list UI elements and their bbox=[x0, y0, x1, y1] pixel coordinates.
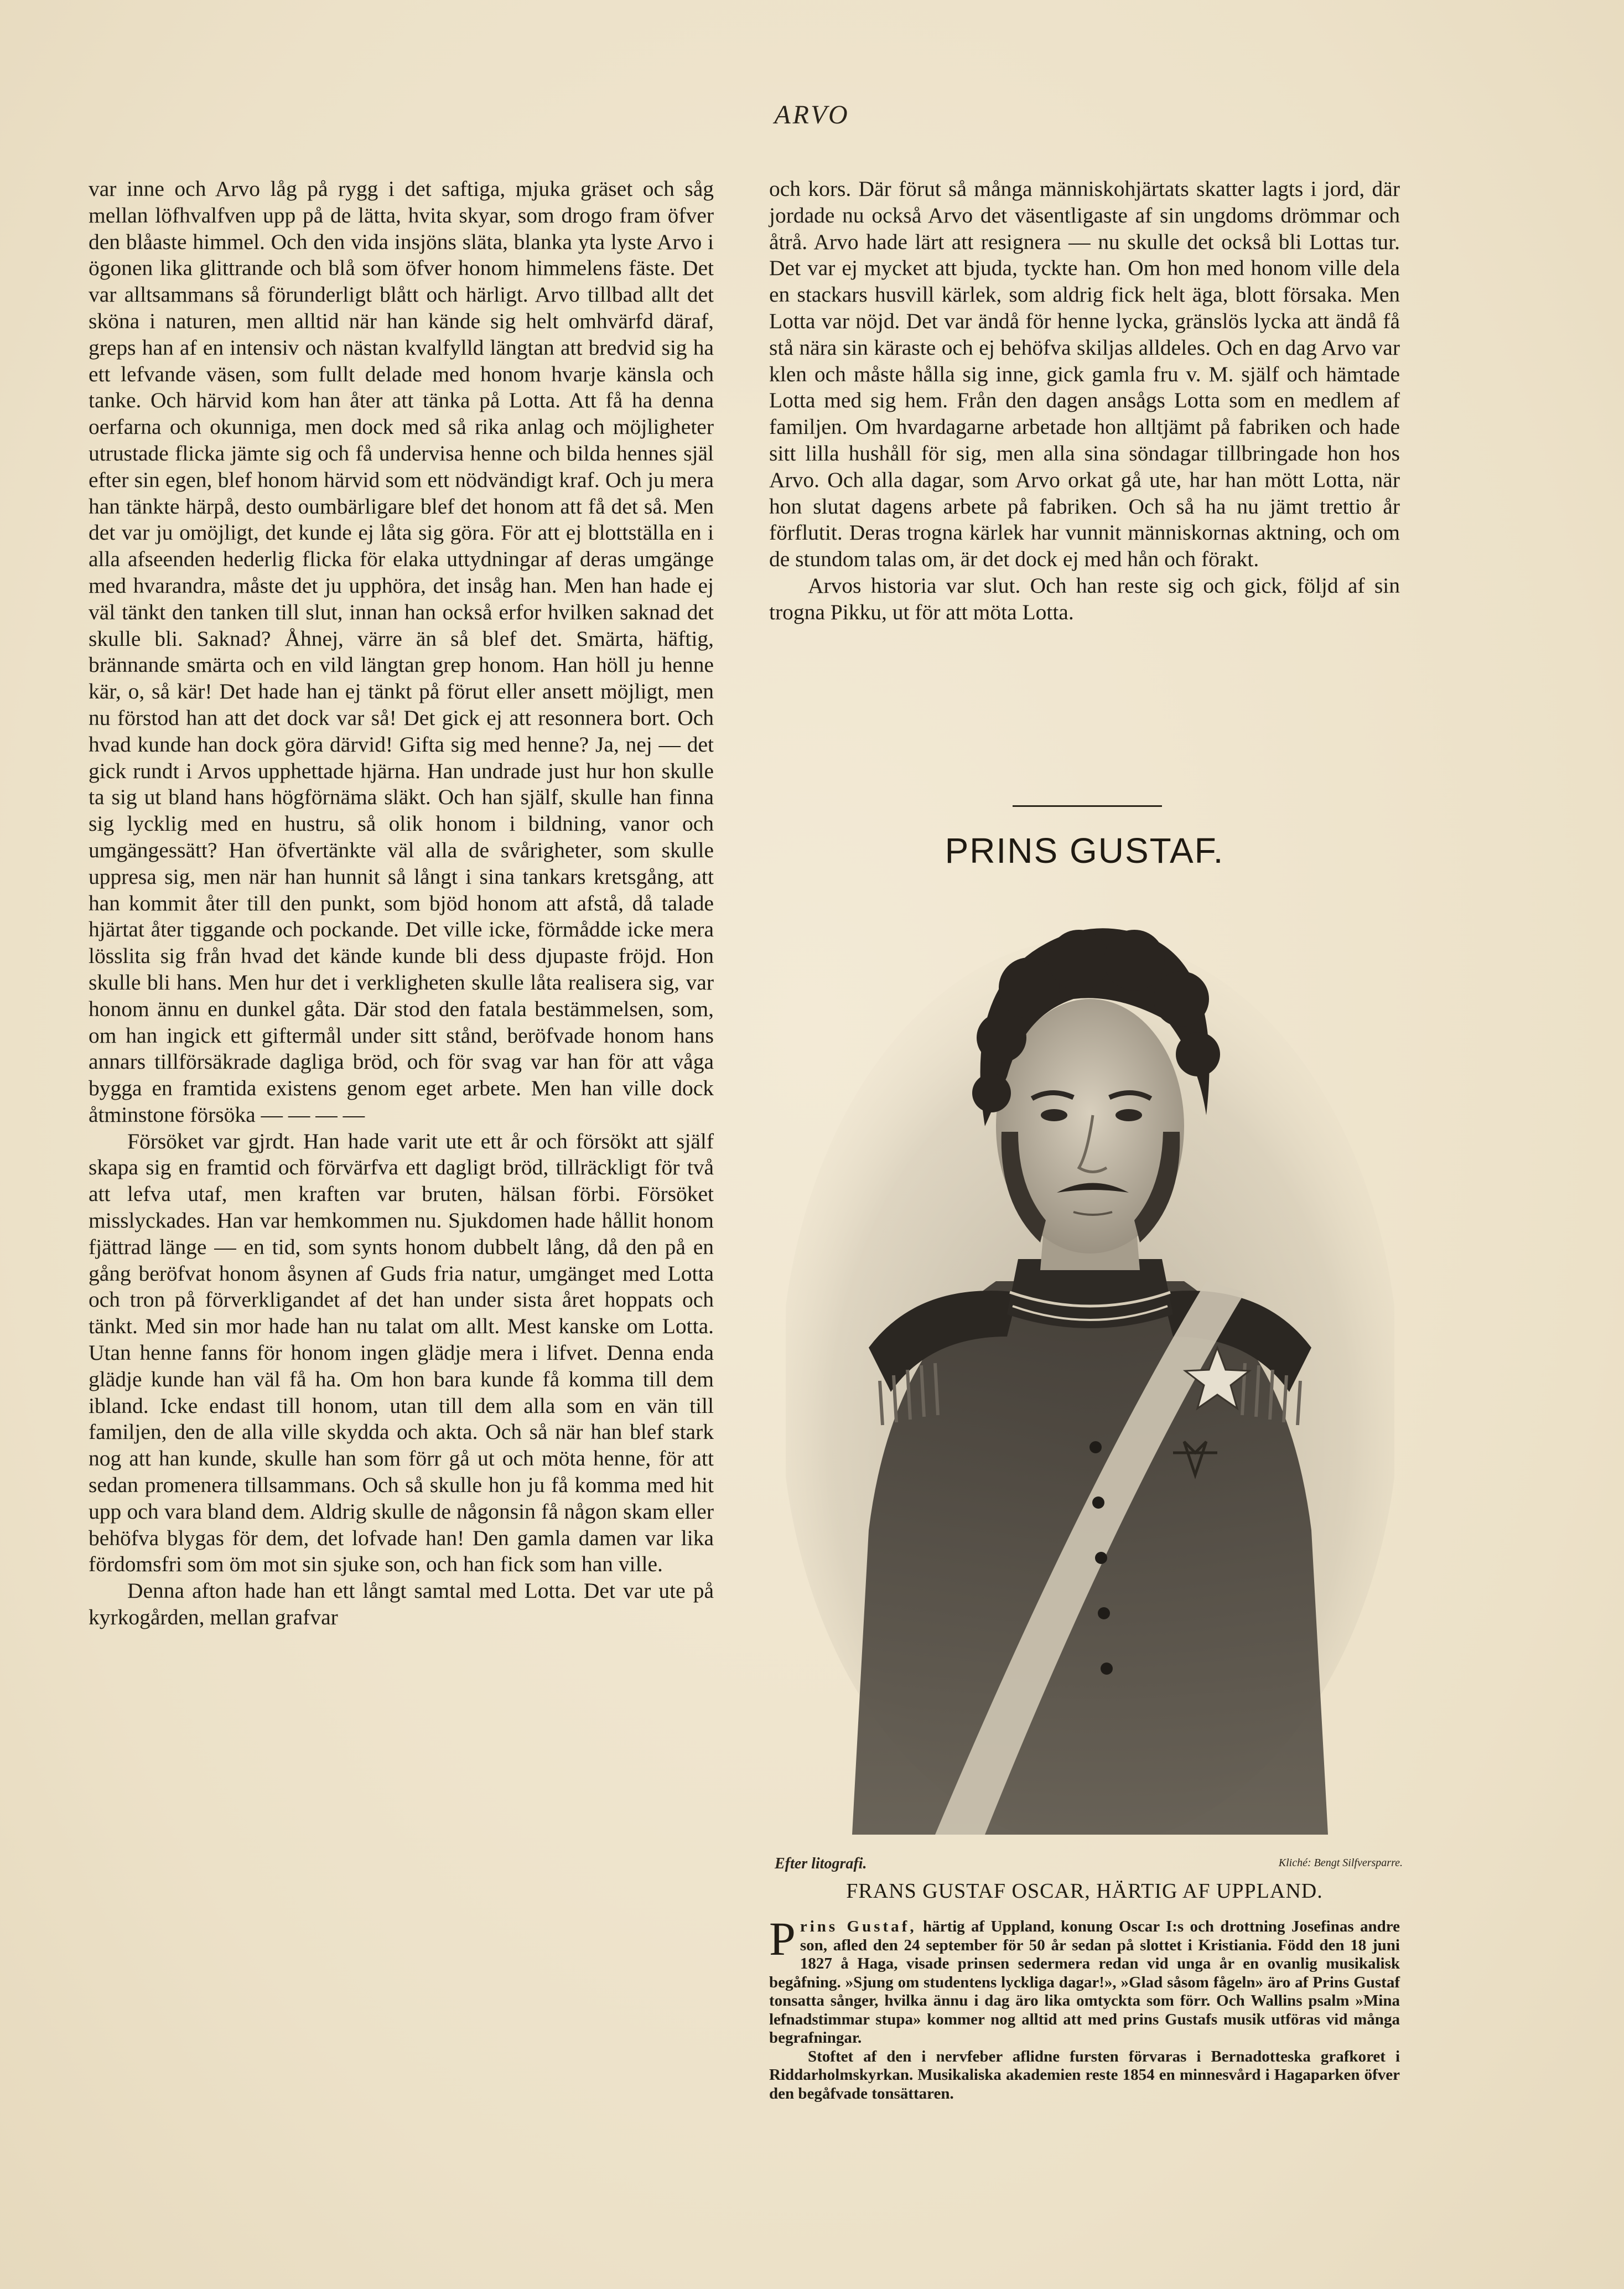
drop-cap: P bbox=[769, 1912, 796, 1965]
story-paragraph: Arvos historia var slut. Och han reste sig och gick, följd af sin trogna Pikku, ut för att möta Lotta. bbox=[769, 573, 1400, 624]
story-right-column bbox=[769, 176, 1400, 626]
running-head: ARVO bbox=[774, 100, 850, 130]
article-caption bbox=[769, 1912, 1400, 2103]
caption-text: härtig af Uppland, konung Oscar I:s och drottning Josefinas andre son, afled den 24 september för 50 år sedan på slottet i Kristiania. Född den 18 juni 1827 å Haga, visade prinsen sedermera redan vid unga år en ovanlig musikalisk begåfning. »Sjung om studentens lyckliga dagar!», »Glad såsom fågeln» äro af Prins Gustaf tonsatta sånger, hvilka ännu i dag äro lika omtyckta som förr. Och Wallins psalm »Mina lefnadstimmar stupa» kommer nog alltid att med prins Gustafs musik utföras vid många begrafningar. bbox=[769, 1918, 1400, 2047]
story-paragraph: och kors. Där förut så många människohjärtats skatter lagts i jord, där jordade nu också Arvo det väsentligaste af sin ungdoms drömmar och åtrå. Arvo hade lärt att resignera — nu skulle det också bli Lottas tur. Det var ej mycket att bjuda, tyckte han. Om hon med honom ville dela en stackars husvill kärlek, som aldrig fick helt äga, blott försaka. Men Lotta var nöjd. Det var ändå för henne lycka, gränslös lycka att ändå få stå nära sin käraste och ej behöfva skiljas alldeles. Och en dag Arvo var klen och måste hålla sig inne, gick gamla fru v. M. själf och hämtade Lotta med sig hem. Från den dagen ansågs Lotta som en medlem af familjen. Om hvardagarne arbetade hon alltjämt på fabriken och hade sitt lilla hushåll för sig, men alla sina söndagar tillbringade hon hos Arvo. Och alla dagar, som Arvo orkat gå ute, har han mött Lotta, när hon slutat dagens arbete på fabriken. Och så ha nu jämt trettio år förflutit. Deras trogna kärlek har vunnit människornas aktning, och om de stundom talas om, är det dock ej med hån och förakt. bbox=[769, 177, 1400, 572]
caption-lead-in: rins Gustaf, bbox=[800, 1918, 917, 1935]
story-paragraph: var inne och Arvo låg på rygg i det saftiga, mjuka gräset och såg mellan löfhvalfven upp på de lätta, hvita skyar, som drogo fram öfver den blåaste himmel. Och den vida insjöns släta, blanka yta lyste Arvo i ögonen lika glittrande och blå som öfver honom himmelens fäste. Det var alltsammans så förunderligt blått och härligt. Arvo tillbad allt det sköna i naturen, men alltid när han kände sig helt omhvärfd däraf, greps han af en intensiv och nästan kvalfylld längtan att bredvid sig ha ett lefvande väsen, som fullt delade med honom hvarje känsla och tanke. Och härvid kom han åter att tänka på Lotta. Att få ha denna oerfarna och okunniga, men dock med så rika anlag och möjligheter utrustade flicka jämte sig och få undervisa henne och bilda hennes själ efter sin egen, blef honom härvid som ett nödvändigt kraf. Och ju mera han tänkte härpå, desto oumbärligare blef det honom att få det så. Men det var ju omöjligt, det kunde ej låta sig göra. För att ej blottställa en i alla afseenden hederlig flicka för elaka uttydningar af deras umgänge med hvarandra, måste det ju upphöra, det insåg han. Men han hade ej väl tänkt den tanken till slut, innan han också erfor hvilken saknad det skulle bli. Saknad? Åhnej, värre än så blef det. Smärta, häftig, brännande smärta och en vild längtan grep honom. Han höll ju henne kär, o, så kär! Det hade han ej tänkt på förut eller ansett möjligt, men nu förstod han att det dock var så! Det gick ej att resonnera bort. Och hvad kunde han dock göra därvid! Gifta sig med henne? Ja, nej — det gick rundt i Arvos upphettade hjärna. Han undrade just hur hon skulle ta sig ut bland hans högförnäma släkt. Och han själf, skulle han finna sig lycklig med en hustru, så olik honom i bildning, vanor och umgängessätt? Han öfvertänkte väl alla de svårigheter, som skulle uppresa sig, men när han hunnit så långt i sina tankars kretsgång, att han kommit åter till den punkt, som bjöd honom att afstå, då talade hjärtat åter tiggande och pockande. Det ville icke, förmådde icke mera lösslita sig från hvad det kände kunde bli dess djupaste fröjd. Hon skulle bli hans. Men hur det i verkligheten skulle låta realisera sig, var honom ännu en dunkel gåta. Där stod den fatala bestämmelsen, som, om han ingick ett giftermål under sitt stånd, beröfvade honom hans annars tillförsäkrade dagliga bröd, och för svag var han för att våga bygga en framtida existens genom eget arbete. Men han ville dock åtminstone försöka — — — — bbox=[89, 177, 714, 1127]
story-paragraph: Denna afton hade han ett långt samtal med Lotta. Det var ute på kyrkogården, mellan grafvar bbox=[89, 1578, 714, 1630]
story-paragraph: Försöket var gjrdt. Han hade varit ute ett år och försökt att själf skapa sig en framtid och förvärfva ett dagligt bröd, tillräckligt för två att lefva utaf, men kraften var bruten, hälsan förbi. Försöket misslyckades. Han var hemkommen nu. Sjukdomen hade hållit honom fjättrad länge — en tid, som synts honom dubbelt lång, då den på en gång beröfvat honom åsynen af Guds fria natur, umgänget med Lotta och tron på förverkligandet af det han under sista året hoppats och tänkt. Med sin mor hade han nu talat om allt. Mest kanske om Lotta. Utan henne fanns för honom ingen glädje mera i lifvet. Denna enda glädje kunde han väl få ha. Om hon bara kunde få komma till dem ibland. Icke endast till honom, utan till dem alla som en vän till familjen, den de alla ville skydda och akta. Och så när han blef stark nog att han kunde, skulle han som förr gå ut och möta henne, för att sedan promenera tillsammans. Och så skulle hon ju få komma med hit upp och vara bland dem. Aldrig skulle de någonsin få någon skam eller behöfva blygas för dem, det lofvade han! Den gamla damen var lika fördomsfri som öm mot sin sjuke son, och han fick som han ville. bbox=[89, 1128, 714, 1577]
caption-paragraph bbox=[769, 1912, 1400, 2048]
caption-paragraph: Stoftet af den i nervfeber aflidne fursten förvaras i Bernadotteska grafkoret i Riddarholmskyrkan. Musikaliska akademien reste 1854 en minnesvård i Hagaparken öfver den begåfvade tonsättaren. bbox=[769, 2047, 1400, 2102]
photo-credit-engraver: Kliché: Bengt Silfversparre. bbox=[1278, 1857, 1403, 1869]
photo-credit-source: Efter litografi. bbox=[775, 1855, 867, 1872]
portrait-lithograph bbox=[786, 894, 1394, 1835]
section-divider bbox=[1013, 805, 1162, 807]
article-headline: PRINS GUSTAF. bbox=[945, 831, 1225, 871]
story-left-column bbox=[89, 176, 714, 1631]
caption-title: FRANS GUSTAF OSCAR, HÄRTIG AF UPPLAND. bbox=[846, 1879, 1323, 1903]
